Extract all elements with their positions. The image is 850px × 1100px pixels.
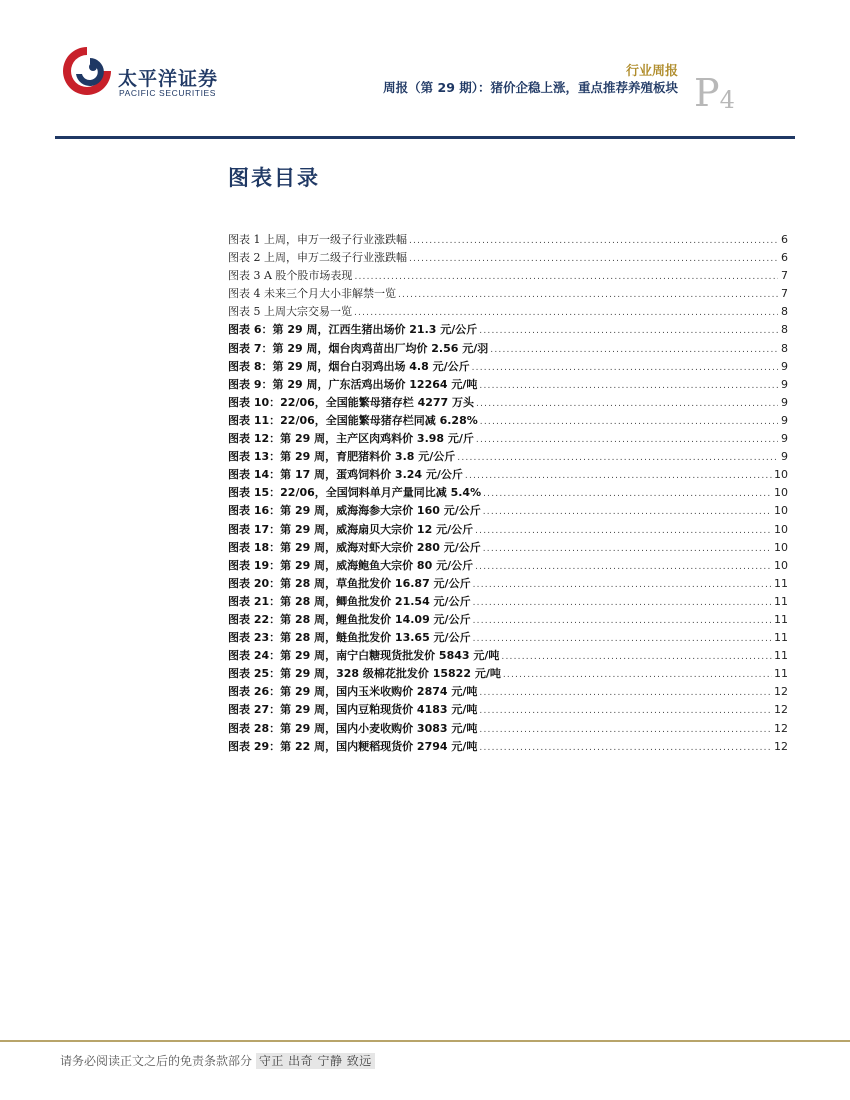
toc-entry-label: 图表 12：第 29 周，主产区肉鸡料价 3.98 元/斤 — [228, 432, 474, 446]
toc-entry-page: 9 — [781, 395, 788, 409]
toc-leader-dots — [479, 377, 778, 395]
toc-entry-page: 10 — [774, 504, 788, 518]
toc-entry-page: 11 — [774, 594, 788, 608]
toc-leader-dots — [479, 322, 778, 340]
toc-entry-page: 12 — [774, 721, 788, 735]
toc-leader-dots — [476, 395, 778, 413]
toc-entry-page: 10 — [774, 468, 788, 482]
toc-leader-dots — [503, 666, 772, 684]
toc-leader-dots — [473, 594, 772, 612]
toc-entry-label: 图表 18：第 29 周，威海对虾大宗价 280 元/公斤 — [228, 540, 481, 554]
toc-leader-dots — [472, 359, 778, 377]
toc-entry-page: 12 — [774, 739, 788, 753]
toc-leader-dots — [473, 630, 772, 648]
toc-entry-label: 图表 17：第 29 周，威海扇贝大宗价 12 元/公斤 — [228, 522, 474, 536]
toc-entry[interactable] — [228, 593, 788, 611]
toc-entry-label: 图表 13：第 29 周，育肥猪料价 3.8 元/公斤 — [228, 450, 456, 464]
toc-entry[interactable] — [228, 249, 788, 267]
toc-leader-dots — [465, 467, 772, 485]
toc-entry[interactable] — [228, 665, 788, 683]
toc-leader-dots — [409, 232, 778, 250]
footer-motto: 守正 出奇 宁静 致远 — [256, 1053, 375, 1069]
toc-entry-page: 10 — [774, 522, 788, 536]
toc-entry[interactable] — [228, 521, 788, 539]
page-number — [694, 71, 735, 115]
toc-entry-label: 图表 6：第 29 周，江西生猪出场价 21.3 元/公斤 — [228, 323, 478, 337]
toc-leader-dots — [480, 413, 778, 431]
header-divider — [55, 136, 795, 139]
toc-entry-label: 图表 27：第 29 周，国内豆粕现货价 4183 元/吨 — [228, 703, 478, 717]
toc-entry-label: 图表 7：第 29 周，烟台肉鸡苗出厂均价 2.56 元/羽 — [228, 341, 489, 355]
toc-leader-dots — [475, 558, 772, 576]
toc-entry-label: 图表 10：22/06，全国能繁母猪存栏 4277 万头 — [228, 395, 475, 409]
toc-entry-page: 7 — [781, 287, 788, 301]
toc-entry-label: 图表 9：第 29 周，广东活鸡出场价 12264 元/吨 — [228, 377, 478, 391]
toc-leader-dots — [457, 449, 778, 467]
toc-leader-dots — [483, 485, 772, 503]
toc-entry[interactable] — [228, 303, 788, 321]
report-title: 周报（第 29 期）：猪价企稳上涨，重点推荐养殖板块 — [383, 80, 678, 95]
toc-entry[interactable] — [228, 701, 788, 719]
toc-entry-label: 图表 21：第 28 周，鲫鱼批发价 21.54 元/公斤 — [228, 594, 471, 608]
toc-entry[interactable] — [228, 539, 788, 557]
toc-entry-page: 11 — [774, 612, 788, 626]
toc-entry-page: 11 — [774, 631, 788, 645]
toc-entry-page: 10 — [774, 486, 788, 500]
toc-leader-dots — [473, 612, 772, 630]
toc-entry-page: 11 — [774, 576, 788, 590]
toc-leader-dots — [354, 304, 778, 322]
toc-leader-dots — [479, 684, 772, 702]
toc-entry-page: 9 — [781, 413, 788, 427]
toc-entry-label: 图表 2 上周，申万二级子行业涨跌幅 — [228, 251, 407, 265]
toc-entry[interactable] — [228, 376, 788, 394]
toc-entry-page: 8 — [781, 323, 788, 337]
toc-entry-label: 图表 28：第 29 周，国内小麦收购价 3083 元/吨 — [228, 721, 478, 735]
toc-entry[interactable] — [228, 340, 788, 358]
footer — [60, 1052, 375, 1069]
toc-leader-dots — [475, 522, 772, 540]
toc-entry[interactable] — [228, 466, 788, 484]
toc-entry-page: 6 — [781, 251, 788, 265]
toc-entry-label: 图表 15：22/06，全国饲料单月产量同比减 5.4% — [228, 486, 482, 500]
toc-entry[interactable] — [228, 629, 788, 647]
toc-entry[interactable] — [228, 575, 788, 593]
toc-entry-label: 图表 25：第 29 周，328 级棉花批发价 15822 元/吨 — [228, 667, 501, 681]
toc-entry-label: 图表 26：第 29 周，国内玉米收购价 2874 元/吨 — [228, 685, 478, 699]
toc-entry[interactable] — [228, 738, 788, 756]
toc-entry-page: 11 — [774, 667, 788, 681]
toc-entry-page: 11 — [774, 649, 788, 663]
toc-entry-page: 10 — [774, 558, 788, 572]
toc-entry-page: 9 — [781, 377, 788, 391]
toc-entry-label: 图表 19：第 29 周，威海鲍鱼大宗价 80 元/公斤 — [228, 558, 474, 572]
toc-heading: 图表目录 — [228, 166, 320, 190]
toc-entry-label: 图表 3 A 股个股市场表现 — [228, 269, 353, 283]
toc-entry-label: 图表 16：第 29 周，威海海参大宗价 160 元/公斤 — [228, 504, 481, 518]
page-number-prefix: P — [694, 71, 720, 115]
toc-entry-label: 图表 22：第 28 周，鲤鱼批发价 14.09 元/公斤 — [228, 612, 471, 626]
toc-entry-page: 9 — [781, 359, 788, 373]
toc-entry-label: 图表 14：第 17 周，蛋鸡饲料价 3.24 元/公斤 — [228, 468, 463, 482]
toc-leader-dots — [409, 250, 778, 268]
toc-entry-label: 图表 11：22/06，全国能繁母猪存栏同减 6.28% — [228, 413, 478, 427]
toc-entry[interactable] — [228, 611, 788, 629]
toc-entry-label: 图表 8：第 29 周，烟台白羽鸡出场 4.8 元/公斤 — [228, 359, 470, 373]
toc-entry-page: 6 — [781, 233, 788, 246]
toc-leader-dots — [479, 739, 772, 757]
toc-leader-dots — [479, 702, 772, 720]
toc-entry-label: 图表 20：第 28 周，草鱼批发价 16.87 元/公斤 — [228, 576, 471, 590]
toc-entry-label: 图表 4 未来三个月大小非解禁一览 — [228, 287, 396, 301]
toc-entry-label: 图表 23：第 28 周，鲢鱼批发价 13.65 元/公斤 — [228, 631, 471, 645]
toc-entry-label: 图表 29：第 22 周，国内粳稻现货价 2794 元/吨 — [228, 739, 478, 753]
pacific-securities-logo-icon — [60, 44, 114, 98]
toc-entry[interactable] — [228, 412, 788, 430]
toc-entry[interactable] — [228, 267, 788, 285]
toc-entry-page: 8 — [781, 305, 788, 319]
toc-entry[interactable] — [228, 321, 788, 339]
toc-entry-page: 8 — [781, 341, 788, 355]
footer-disclaimer: 请务必阅读正文之后的免责条款部分 — [60, 1054, 253, 1068]
toc-entry-page: 9 — [781, 450, 788, 464]
toc-entry-page: 12 — [774, 685, 788, 699]
toc-entry[interactable] — [228, 231, 788, 249]
toc-leader-dots — [501, 648, 772, 666]
figure-table-of-contents — [228, 231, 788, 756]
report-type: 行业周报 — [625, 64, 678, 79]
toc-leader-dots — [490, 341, 778, 359]
toc-leader-dots — [476, 431, 778, 449]
toc-leader-dots — [479, 721, 772, 739]
toc-leader-dots — [483, 503, 772, 521]
page-number-digit: 4 — [719, 86, 735, 114]
footer-divider — [0, 1040, 850, 1042]
toc-entry-label: 图表 1 上周，申万一级子行业涨跌幅 — [228, 233, 407, 246]
toc-entry[interactable] — [228, 683, 788, 701]
toc-entry[interactable] — [228, 285, 788, 303]
toc-entry[interactable] — [228, 358, 788, 376]
toc-leader-dots — [473, 576, 772, 594]
company-name-cn: 太平洋证券 — [118, 68, 219, 90]
toc-entry[interactable] — [228, 430, 788, 448]
toc-entry-label: 图表 24：第 29 周，南宁白糖现货批发价 5843 元/吨 — [228, 649, 500, 663]
toc-leader-dots — [398, 286, 778, 304]
toc-entry[interactable] — [228, 448, 788, 466]
toc-leader-dots — [354, 268, 778, 286]
company-name-en: PACIFIC SECURITIES — [119, 88, 217, 98]
toc-entry-label: 图表 5 上周大宗交易一览 — [228, 305, 352, 319]
toc-entry-page: 10 — [774, 540, 788, 554]
toc-leader-dots — [483, 540, 772, 558]
toc-entry[interactable] — [228, 647, 788, 665]
toc-entry-page: 12 — [774, 703, 788, 717]
toc-entry[interactable] — [228, 394, 788, 412]
toc-entry[interactable] — [228, 502, 788, 520]
toc-entry[interactable] — [228, 720, 788, 738]
toc-entry[interactable] — [228, 557, 788, 575]
toc-entry[interactable] — [228, 484, 788, 502]
toc-entry-page: 7 — [781, 269, 788, 283]
toc-entry-page: 9 — [781, 432, 788, 446]
